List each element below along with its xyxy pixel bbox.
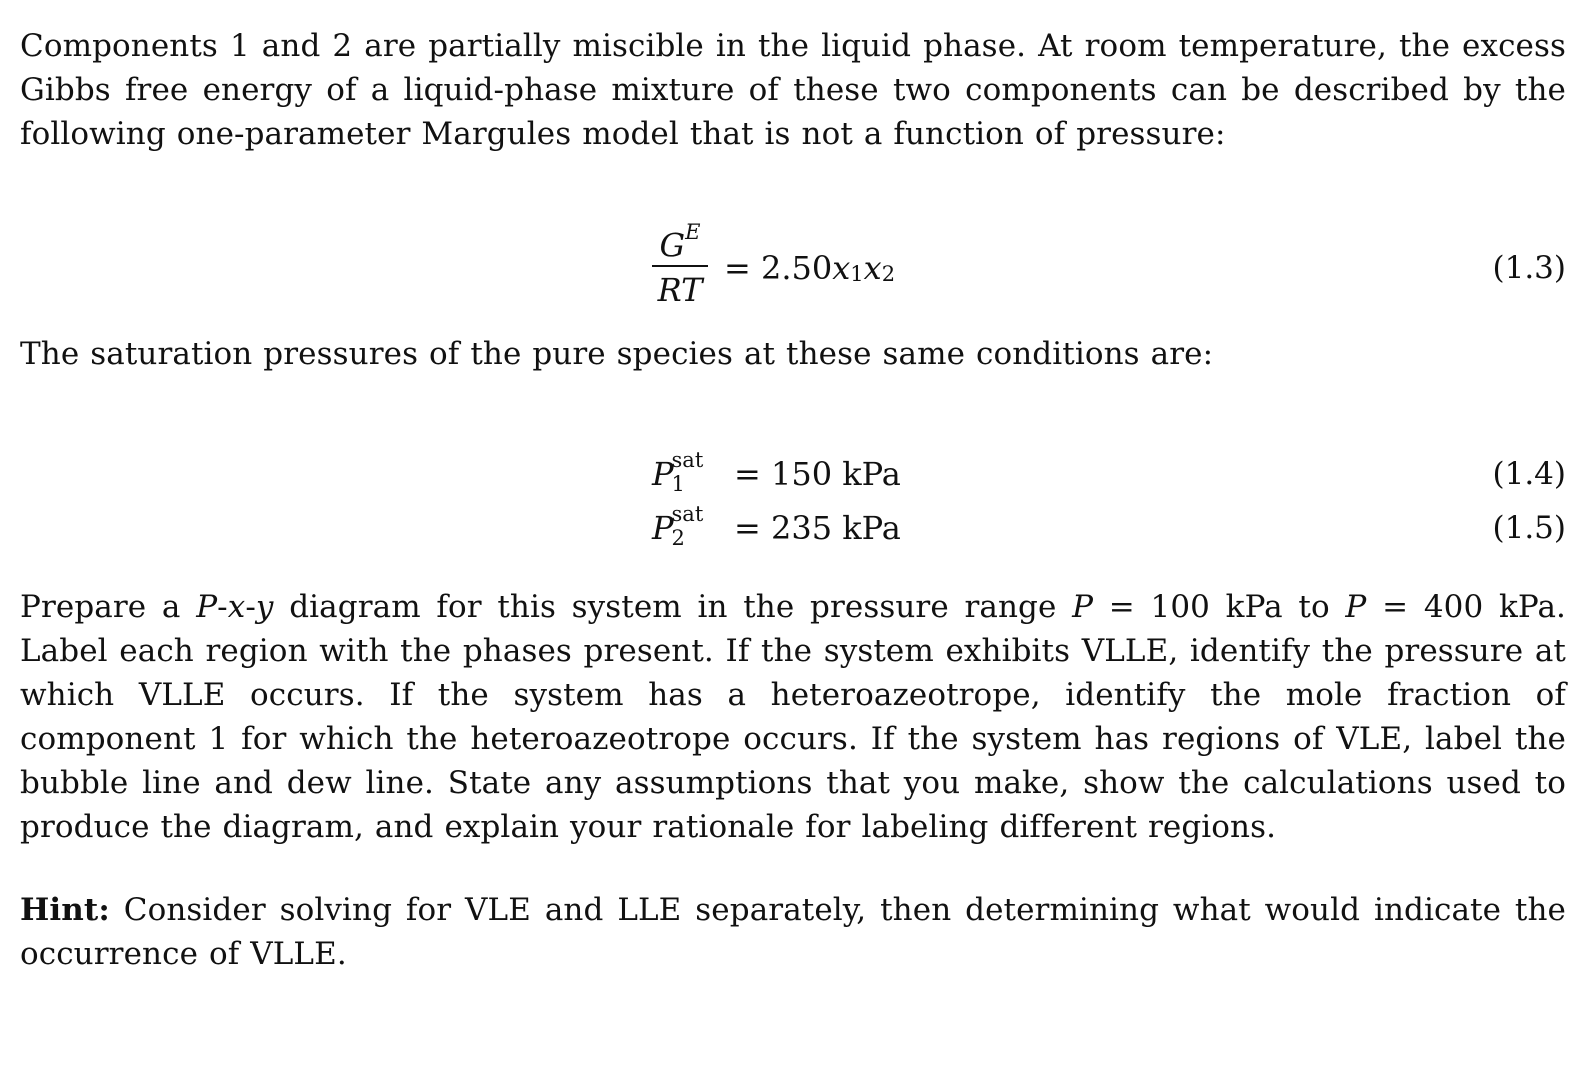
equation-1-5	[20, 502, 1566, 550]
psat2-symbol: P sat 2	[652, 502, 704, 550]
task-paragraph: Prepare a P-x-y diagram for this system in the pressure range P = 100 kPa to P = 400 kPa. Label each region with the phases present. If the system exhibits VLLE, identify the pressure at which VLLE occurs. If the system has a heteroazeotrope, identify the mole fraction of component 1 for which the heteroazeotrope occurs. If the system has regions of VLE, label the bubble line and dew line. State any assumptions that you make, show the calculations used to produce the diagram, and explain your rationale for labeling different regions.	[20, 589, 1566, 845]
saturation-paragraph: The saturation pressures of the pure species at these same conditions are:	[20, 336, 1214, 372]
psat1-value: = 150 kPa	[734, 455, 901, 493]
psat1-symbol: P sat 1	[652, 448, 704, 496]
equation-number: (1.5)	[1492, 510, 1566, 546]
psat2-value: = 235 kPa	[734, 509, 901, 547]
problem-page	[20, 0, 1566, 1086]
fraction-numerator: $G^E$	[659, 220, 701, 265]
equation-1-3	[20, 218, 1566, 318]
excess-gibbs-fraction	[652, 218, 708, 310]
hint-paragraph: Hint: Consider solving for VLE and LLE separately, then determining what would indicate the occurrence of VLLE.	[20, 892, 1566, 972]
fraction-bar	[652, 265, 708, 267]
hint-label: Hint:	[20, 892, 110, 928]
fraction-denominator: RT	[657, 271, 703, 309]
equation-number: (1.4)	[1492, 456, 1566, 492]
equation-1-4	[20, 448, 1566, 496]
intro-paragraph: Components 1 and 2 are partially miscible in the liquid phase. At room temperature, the excess Gibbs free energy of a liquid-phase mixture of these two components can be described by the following one-parameter Margules model that is not a function of pressure:	[20, 28, 1566, 152]
equation-number: (1.3)	[1492, 250, 1566, 286]
equation-1-3-rhs: = $2.50x_1x_2$	[724, 249, 896, 287]
